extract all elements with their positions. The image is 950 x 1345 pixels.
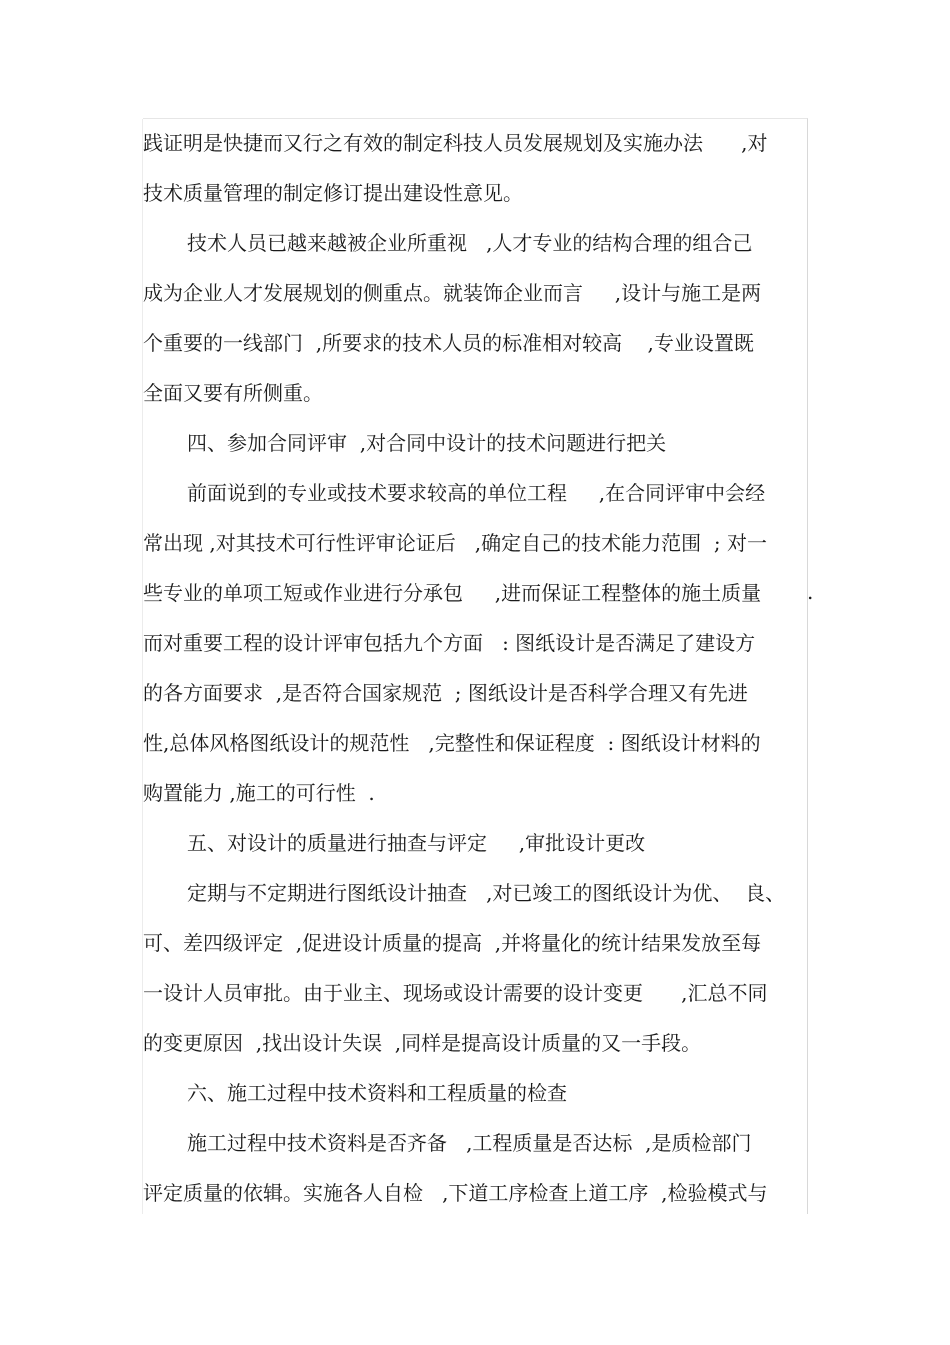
edge-mark: . <box>807 580 814 604</box>
text-line: 个重要的一线部门 ,所要求的技术人员的标准相对较高 ,专业设置既 <box>143 331 754 355</box>
text-line: 一设计人员审批。由于业主、现场或设计需要的设计变更 ,汇总不同 <box>143 981 768 1005</box>
text-line: 些专业的单项工短或作业进行分承包 ,进而保证工程整体的施土质量 <box>143 581 762 605</box>
text-line: 的变更原因 ,找出设计失误 ,同样是提高设计质量的又一手段。 <box>143 1031 702 1055</box>
section-heading-5: 五、对设计的质量进行抽查与评定 ,审批设计更改 <box>187 831 646 855</box>
text-line: 评定质量的依辑。实施各人自检 ,下道工序检查上道工序 ,检验模式与 <box>143 1181 768 1205</box>
text-line: 可、差四级评定 ,促进设计质量的提高 ,并将量化的统计结果发放至每 <box>143 931 762 955</box>
paragraph-start: 技术人员已越来越被企业所重视 ,人才专业的结构合理的组合己 <box>187 231 753 255</box>
text-line: 性,总体风格图纸设计的规范性 ,完整性和保证程度 : 图纸设计材料的 <box>143 731 761 755</box>
text-line: 的各方面要求 ,是否符合国家规范 ; 图纸设计是否科学合理又有先进 <box>143 681 748 705</box>
paragraph-start: 定期与不定期进行图纸设计抽查 ,对已竣工的图纸设计为优、 良、 <box>187 881 786 905</box>
text-line: 购置能力 ,施工的可行性 . <box>143 781 375 805</box>
text-line: 技术质量管理的制定修订提出建设性意见。 <box>143 181 523 205</box>
text-line: 全面又要有所侧重。 <box>143 381 323 405</box>
text-line: 而对重要工程的设计评审包括九个方面 : 图纸设计是否满足了建设方 <box>143 631 756 655</box>
section-heading-6: 六、施工过程中技术资料和工程质量的检查 <box>187 1081 567 1105</box>
text-line: 成为企业人才发展规划的侧重点。就装饰企业而言 ,设计与施工是两 <box>143 281 762 305</box>
section-heading-4: 四、参加合同评审 ,对合同中设计的技术问题进行把关 <box>187 431 667 455</box>
text-line: 常出现 ,对其技术可行性评审论证后 ,确定自己的技术能力范围 ; 对一 <box>143 531 767 555</box>
paragraph-start: 施工过程中技术资料是否齐备 ,工程质量是否达标 ,是质检部门 <box>187 1131 752 1155</box>
document-body <box>143 118 807 1218</box>
text-line: 践证明是快捷而又行之有效的制定科技人员发展规划及实施办法 ,对 <box>143 131 768 155</box>
paragraph-start: 前面说到的专业或技术要求较高的单位工程 ,在合同评审中会经 <box>187 481 766 505</box>
